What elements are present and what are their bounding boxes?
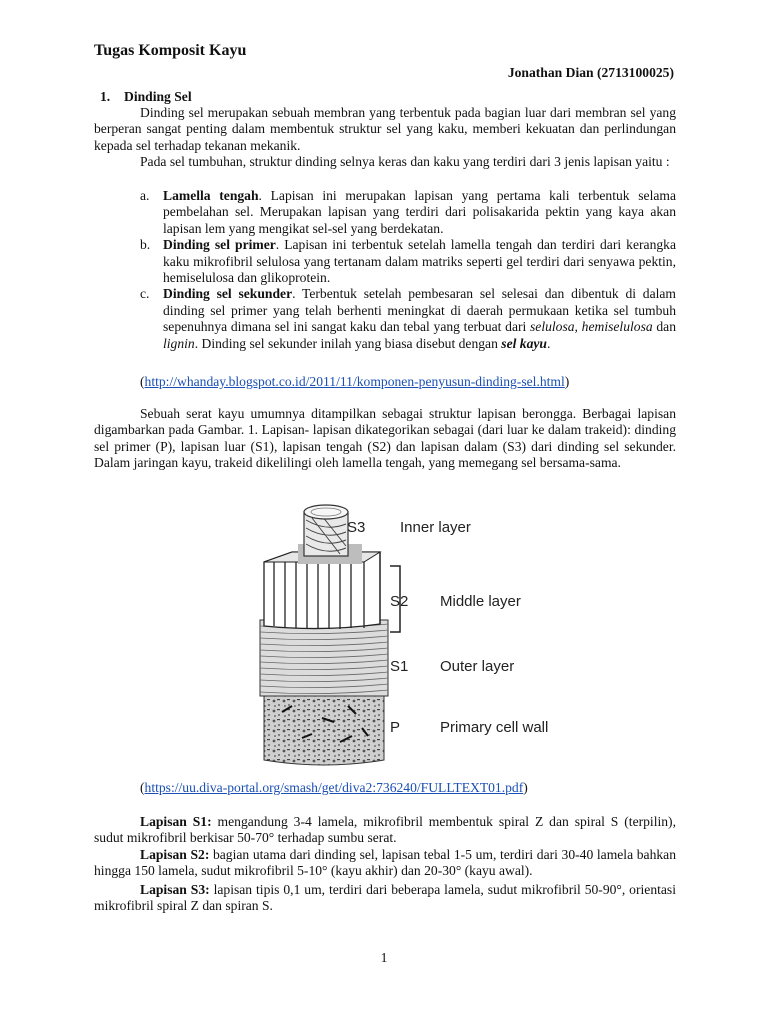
- page-number: 1: [380, 950, 388, 965]
- paragraph-intro: Dinding sel merupakan sebuah membran yang terbentuk pada bagian luar dari membran sel yang berperan sangat penting dalam membentuk struktur sel yang kaku, memberi kekuatan dan perlindungan kepada sel terhadap tekanan mekanik.: [94, 105, 676, 153]
- label-s2-code: S2: [390, 593, 409, 610]
- paragraph-s3: [94, 882, 676, 915]
- list-marker: b.: [140, 237, 151, 253]
- reference-link-1[interactable]: http://whanday.blogspot.co.id/2011/11/komponen-penyusun-dinding-sel.html: [144, 374, 565, 389]
- list-text: . Lapisan ini merupakan lapisan yang pertama kali terbentuk selama pembelahan sel. Merupakan lapisan yang terdiri dari polisakarida pektin yang kaya akan lapisan lem yang mengikat sel-sel yang berdekatan.: [163, 188, 676, 236]
- list-text: . Terbentuk setelah pembesaran sel selesai dan dibentuk di dalam dinding sel primer yang telah berhenti meningkat di daerah permukaan ketika sel tumbuh sepenuhnya dimana sel ini sangat kaku dan tebal yang terbuat dari: [163, 286, 676, 335]
- s3-label: Lapisan S3:: [140, 881, 210, 897]
- outer-layer-block: [260, 620, 388, 696]
- primary-wall-block: [264, 694, 384, 765]
- list-marker: a.: [140, 188, 150, 203]
- label-s2-name: Middle layer: [440, 593, 521, 610]
- s1-text: mengandung 3-4 lamela, mikrofibril membentuk spiral Z dan spiral S (terpilin), sudut mikrofibril berkisar 50-70° terhadap sumbu serat.: [94, 814, 676, 846]
- layer-list: [94, 188, 676, 352]
- section-title: Dinding Sel: [124, 89, 192, 104]
- list-item: [94, 237, 676, 286]
- s1-label: Lapisan S1:: [140, 814, 212, 829]
- layer-details-block: [94, 814, 676, 914]
- list-text: dan: [652, 319, 676, 335]
- label-p-code: P: [390, 719, 401, 736]
- list-marker: c.: [140, 286, 150, 302]
- author-line: Jonathan Dian (2713100025): [507, 65, 674, 80]
- s3-text: lapisan tipis 0,1 um, terdiri dari beberapa lamela, sudut mikrofibril 50-90°, orientasi mikrofibril spiral Z dan spiran S.: [94, 881, 676, 914]
- section-heading: [100, 89, 192, 105]
- reference-link-2[interactable]: https://uu.diva-portal.org/smash/get/diva2:736240/FULLTEXT01.pdf: [144, 780, 524, 795]
- paragraph-s2: [94, 847, 676, 880]
- list-term: Dinding sel primer: [163, 237, 276, 253]
- list-text: .: [546, 335, 551, 351]
- label-s1-name: Outer layer: [440, 658, 515, 675]
- reference-1: (http://whanday.blogspot.co.id/2011/11/komponen-penyusun-dinding-sel.html): [140, 374, 570, 389]
- label-p-name: Primary cell wall: [440, 719, 549, 736]
- list-text: . Dinding sel sekunder inilah yang biasa disebut dengan: [194, 335, 502, 351]
- reference-2: (https://uu.diva-portal.org/smash/get/diva2:736240/FULLTEXT01.pdf): [140, 780, 528, 795]
- list-item: [94, 286, 676, 352]
- intro-block: [94, 105, 676, 171]
- list-emphasis: lignin: [163, 335, 195, 351]
- paragraph-s1: [94, 814, 676, 847]
- document-title: Tugas Komposit Kayu: [94, 42, 247, 59]
- paragraph-layers-intro: Pada sel tumbuhan, struktur dinding selnya keras dan kaku yang terdiri dari 3 jenis lapisan yaitu :: [140, 154, 670, 170]
- list-term: Dinding sel sekunder: [163, 286, 293, 302]
- label-s1-code: S1: [390, 658, 409, 675]
- s2-text: bagian utama dari dinding sel, lapisan tebal 1-5 um, terdiri dari 30-40 lamela bahkan hingga 150 lamela, sudut mikrofibril 5-10° (kayu akhir) dan 20-30° (kayu awal).: [94, 846, 676, 879]
- section-number: 1.: [100, 89, 111, 104]
- list-text: . Lapisan ini terbentuk setelah lamella tengah dan terdiri dari kerangka kaku mikrofibril selulosa yang tertanam dalam matriks seperti gel terdiri dari senyawa pektin, hemiselulosa dan glikoprotein.: [163, 237, 676, 286]
- label-s3-code: S3: [347, 519, 366, 536]
- s2-label: Lapisan S2:: [140, 846, 210, 862]
- label-s3-name: Inner layer: [400, 519, 471, 536]
- cell-wall-diagram: [252, 498, 552, 776]
- list-emphasis-strong: sel kayu: [501, 335, 547, 351]
- list-emphasis: selulosa, hemiselulosa: [530, 319, 653, 335]
- list-term: Lamella tengah: [163, 188, 259, 203]
- list-item: [94, 188, 676, 237]
- fiber-paragraph-block: [94, 406, 676, 472]
- cell-wall-figure: [252, 498, 552, 776]
- paragraph-fiber: Sebuah serat kayu umumnya ditampilkan sebagai struktur lapisan berongga. Berbagai lapisan digambarkan pada Gambar. 1. Lapisan- lapisan dikategorikan sebagai (dari luar ke dalam trakeid): dinding sel primer (P), lapisan luar (S1), lapisan tengah (S2) dan lapisan dalam (S3) dari dinding sel sekunder. Dalam jaringan kayu, trakeid dikelilingi oleh lamella tengah, yang memegang sel bersama-sama.: [94, 406, 676, 471]
